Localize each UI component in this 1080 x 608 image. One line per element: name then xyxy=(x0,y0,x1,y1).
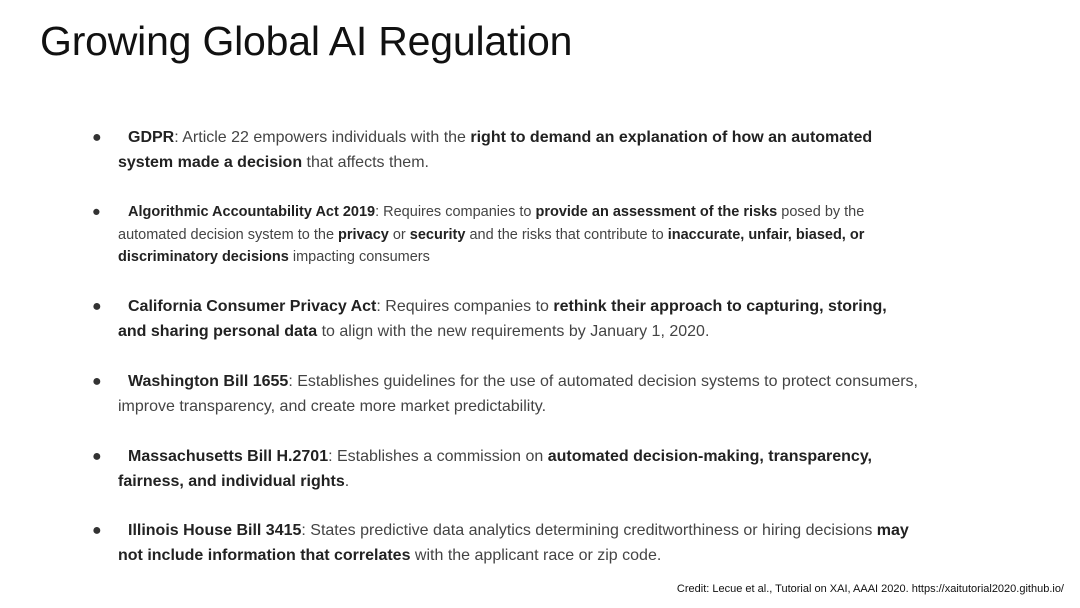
bullet-washington-bill-1655 xyxy=(92,369,918,419)
body-text: . xyxy=(344,473,350,490)
credit-footnote: Credit: Lecue et al., Tutorial on XAI, AAAI 2020. https://xaitutorial2020.github.io/ xyxy=(676,583,1064,595)
bullet-lead: GDPR xyxy=(128,129,175,146)
emphasis-text: right to demand an explanation of how an automated system made a decision xyxy=(118,129,873,171)
emphasis-text: provide an assessment of the risks xyxy=(535,204,778,220)
emphasis-text: privacy xyxy=(338,226,389,243)
body-text: and the risks that contribute to xyxy=(465,226,668,243)
bullet-dot-icon: ● xyxy=(92,298,102,315)
body-text: : Article 22 empowers individuals with the xyxy=(174,129,471,146)
body-text: : Establishes guidelines for the use of automated decision systems to protect consumers, improve transparency, and create more market predictability. xyxy=(118,373,918,415)
bullet-dot-icon: ● xyxy=(92,373,102,390)
body-text: to align with the new requirements by January 1, 2020. xyxy=(317,323,710,340)
body-text: that affects them. xyxy=(302,154,429,171)
bullet-body xyxy=(118,129,872,171)
bullet-lead: Algorithmic Accountability Act 2019 xyxy=(128,204,376,220)
bullet-dot-icon: ● xyxy=(92,522,102,539)
emphasis-text: inaccurate, unfair, biased, or discriminatory decisions xyxy=(118,226,865,265)
bullet-massachusetts-bill-h2701 xyxy=(92,444,918,494)
bullet-algorithmic-accountability-act xyxy=(92,201,918,269)
bullet-dot-icon: ● xyxy=(92,204,101,220)
emphasis-text: may not include information that correlates xyxy=(118,522,909,564)
bullet-lead: Washington Bill 1655 xyxy=(128,373,289,390)
body-text: : Requires companies to xyxy=(375,204,536,220)
body-text: : Establishes a commission on xyxy=(328,448,548,465)
slide-title: Growing Global AI Regulation xyxy=(40,18,573,64)
bullet-dot-icon: ● xyxy=(92,129,102,146)
bullet-illinois-house-bill-3415 xyxy=(92,518,918,568)
bullet-lead: Massachusetts Bill H.2701 xyxy=(128,448,329,465)
emphasis-text: automated decision-making, transparency, fairness, and individual rights xyxy=(118,448,872,490)
body-text: posed by the automated decision system to the xyxy=(118,204,865,243)
bullet-california-consumer-privacy-act xyxy=(92,294,918,344)
body-text: with the applicant race or zip code. xyxy=(410,547,662,564)
emphasis-text: rethink their approach to capturing, storing, and sharing personal data xyxy=(118,298,887,340)
bullet-lead: California Consumer Privacy Act xyxy=(128,298,377,315)
body-text: or xyxy=(388,226,410,243)
bullet-dot-icon: ● xyxy=(92,448,102,465)
bullet-lead: Illinois House Bill 3415 xyxy=(128,522,302,539)
body-text: : Requires companies to xyxy=(376,298,554,315)
emphasis-text: security xyxy=(409,226,466,243)
body-text: impacting consumers xyxy=(288,249,430,265)
body-text: : States predictive data analytics determining creditworthiness or hiring decisions xyxy=(301,522,877,539)
bullet-gdpr xyxy=(92,125,918,175)
